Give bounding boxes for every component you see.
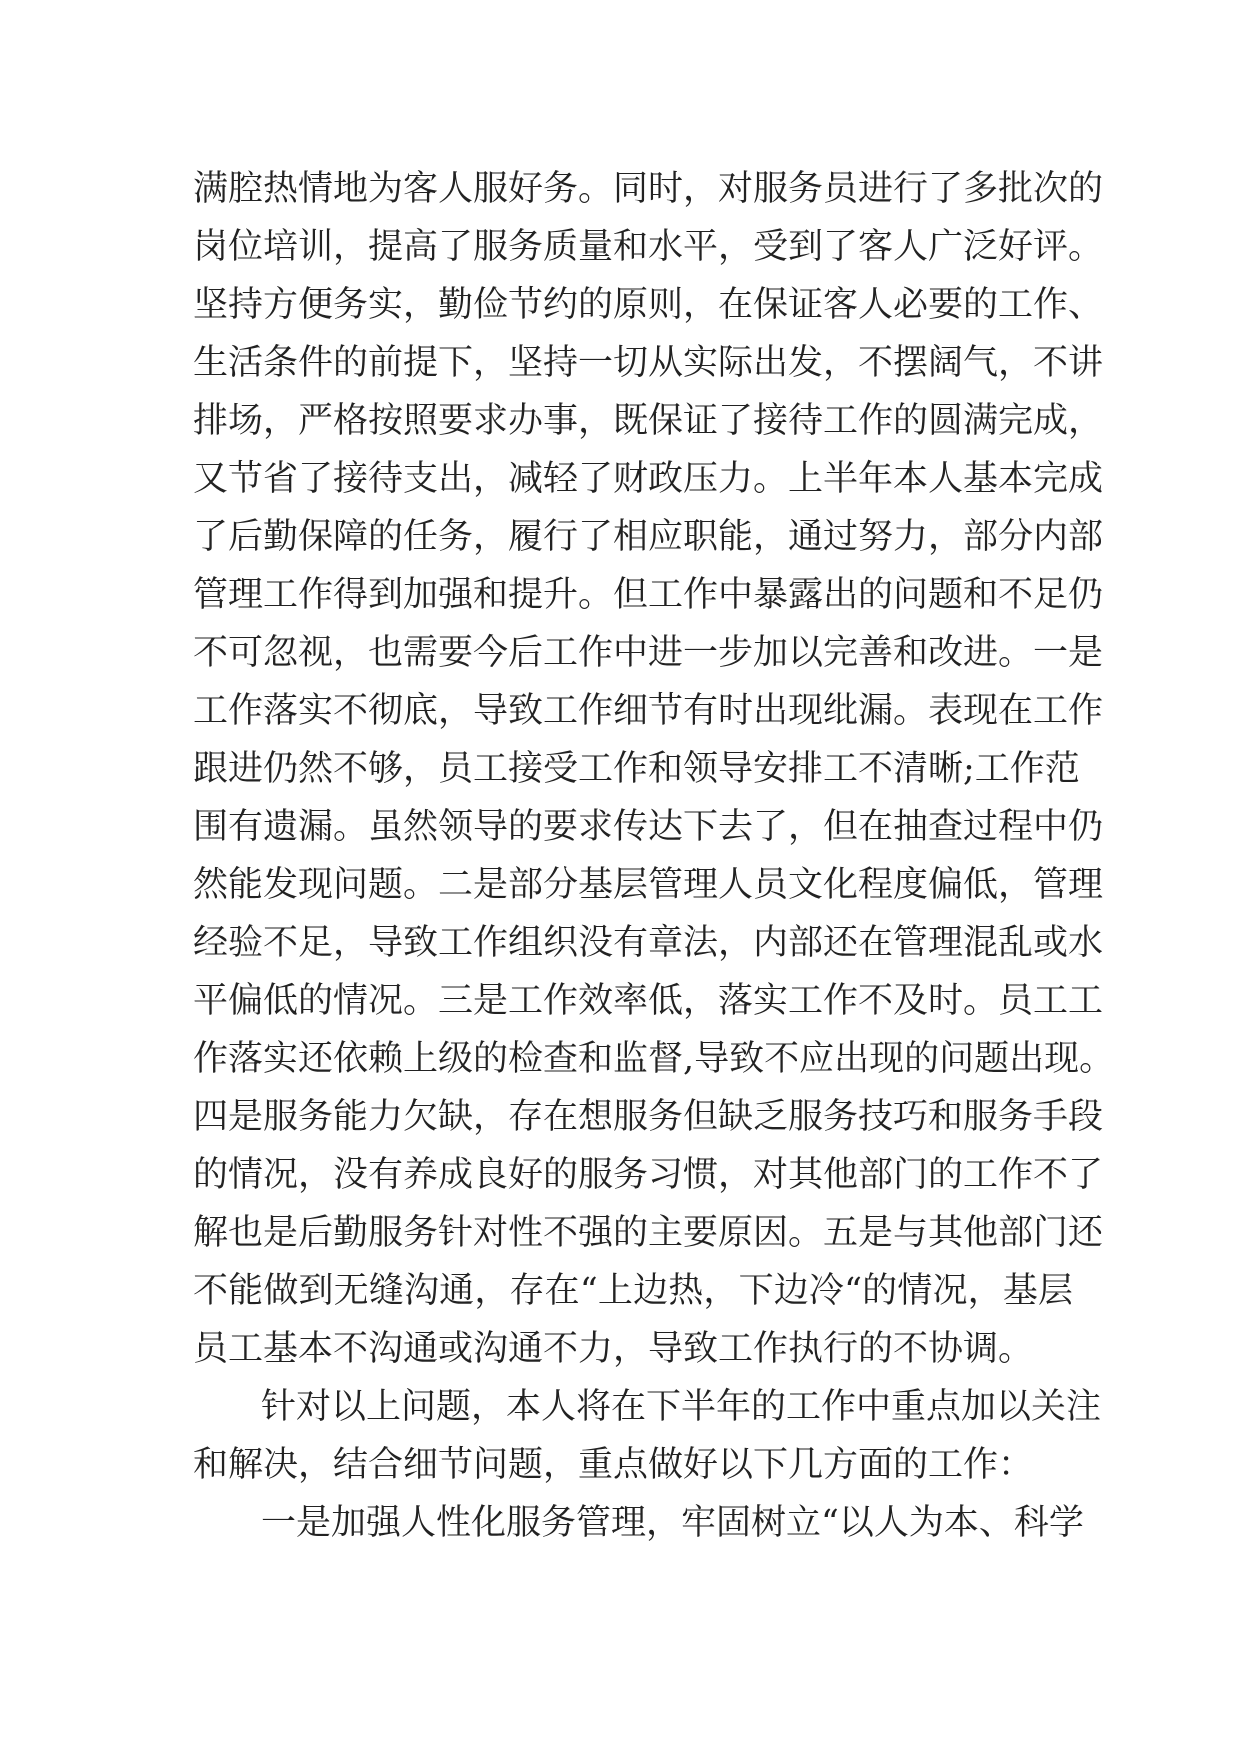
- text-line: 坚持方便务实，勤俭节约的原则，在保证客人必要的工作、: [193, 285, 1104, 325]
- body-text: [193, 160, 1115, 1552]
- text-line: 生活条件的前提下，坚持一切从实际出发，不摆阔气，不讲: [193, 343, 1104, 383]
- text-line: 员工基本不沟通或沟通不力，导致工作执行的不协调。: [193, 1329, 1034, 1369]
- text-line: 作落实还依赖上级的检查和监督,导致不应出现的问题出现。: [193, 1039, 1115, 1079]
- text-line: 满腔热情地为客人服好务。同时，对服务员进行了多批次的: [193, 169, 1104, 209]
- text-line: 排场，严格按照要求办事，既保证了接待工作的圆满完成，: [193, 401, 1104, 441]
- text-line: 经验不足，导致工作组织没有章法，内部还在管理混乱或水: [193, 923, 1104, 963]
- text-line: 岗位培训，提高了服务质量和水平，受到了客人广泛好评。: [193, 227, 1104, 267]
- text-line: 了后勤保障的任务，履行了相应职能，通过努力，部分内部: [193, 517, 1104, 557]
- text-line: 四是服务能力欠缺，存在想服务但缺乏服务技巧和服务手段: [193, 1097, 1104, 1137]
- text-line: 解也是后勤服务针对性不强的主要原因。五是与其他部门还: [193, 1213, 1104, 1253]
- text-line: 不可忽视，也需要今后工作中进一步加以完善和改进。一是: [193, 633, 1104, 673]
- text-line: 不能做到无缝沟通，存在“上边热，下边冷“的情况，基层: [193, 1271, 1073, 1311]
- text-line: 针对以上问题，本人将在下半年的工作中重点加以关注: [261, 1387, 1102, 1427]
- text-line: 一是加强人性化服务管理，牢固树立“以人为本、科学: [261, 1503, 1084, 1543]
- text-line: 工作落实不彻底，导致工作细节有时出现纰漏。表现在工作: [193, 691, 1104, 731]
- text-line: 围有遗漏。虽然领导的要求传达下去了，但在抽查过程中仍: [193, 807, 1104, 847]
- text-line: 又节省了接待支出，减轻了财政压力。上半年本人基本完成: [193, 459, 1104, 499]
- text-line: 跟进仍然不够，员工接受工作和领导安排工不清晰;工作范: [193, 749, 1080, 789]
- text-line: 和解决，结合细节问题，重点做好以下几方面的工作：: [193, 1445, 1034, 1485]
- text-line: 平偏低的情况。三是工作效率低，落实工作不及时。员工工: [193, 981, 1104, 1021]
- text-line: 的情况，没有养成良好的服务习惯，对其他部门的工作不了: [193, 1155, 1104, 1195]
- text-line: 管理工作得到加强和提升。但工作中暴露出的问题和不足仍: [193, 575, 1104, 615]
- text-line: 然能发现问题。二是部分基层管理人员文化程度偏低，管理: [193, 865, 1104, 905]
